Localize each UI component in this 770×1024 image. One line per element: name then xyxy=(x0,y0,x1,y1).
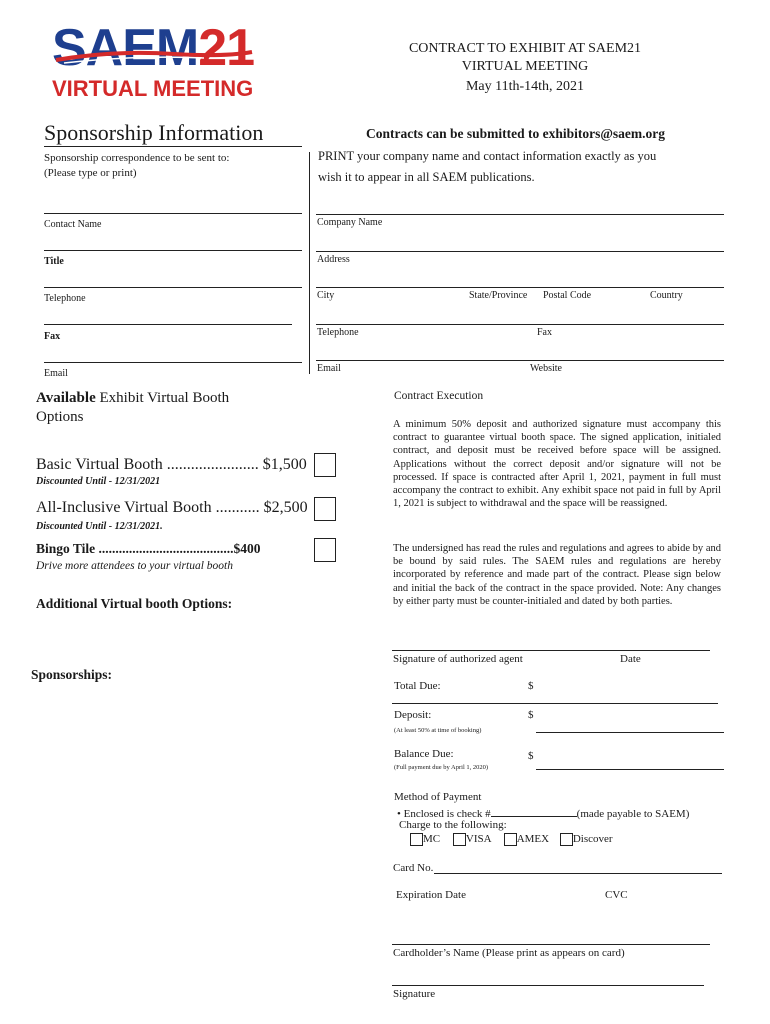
company-email-field[interactable] xyxy=(316,360,724,361)
column-divider xyxy=(309,152,310,374)
signature-agent-field[interactable] xyxy=(392,650,710,651)
company-telephone-field[interactable] xyxy=(316,324,724,325)
cardholder-name-label: Cardholder’s Name (Please print as appears on card) xyxy=(393,947,625,959)
city-field[interactable] xyxy=(316,287,724,288)
amex-label: AMEX xyxy=(516,833,550,846)
correspondence-label: Sponsorship correspondence to be sent to: xyxy=(44,152,230,164)
signature-field[interactable] xyxy=(392,985,704,986)
check-line: • Enclosed is check # (made payable to SAEM) xyxy=(397,808,690,820)
logo-swoosh xyxy=(54,50,254,64)
cardholder-name-field[interactable] xyxy=(392,944,710,945)
date-label: Date xyxy=(620,653,641,665)
all-inclusive-discount: Discounted Until - 12/31/2021. xyxy=(36,521,163,532)
contact-name-field[interactable] xyxy=(44,213,302,214)
deposit-dollar: $ xyxy=(528,709,534,721)
email-field[interactable] xyxy=(44,362,302,363)
mc-label: MC xyxy=(423,833,441,846)
website-label: Website xyxy=(530,363,562,374)
card-options xyxy=(410,833,613,846)
all-inclusive-option: All-Inclusive Virtual Booth ........... $2,500 xyxy=(36,499,308,516)
submit-note: Contracts can be submitted to exhibitors@saem.org xyxy=(366,126,666,141)
contract-paragraph-2: The undersigned has read the rules and regulations and agrees to abide by and be bound by said rules. The SAEM rules and regulations are hereby incorporated by reference and made part of the contract. Please sign below and initial the back of the contract in the space provided. Note: Any changes by either party must be counter-initialed and dated by both parties. xyxy=(393,543,721,607)
basic-booth-discount: Discounted Until - 12/31/2021 xyxy=(36,476,161,487)
print-instruction-2: wish it to appear in all SAEM publications. xyxy=(318,170,535,184)
header-line-1: CONTRACT TO EXHIBIT AT SAEM21 xyxy=(408,41,642,56)
discover-label: Discover xyxy=(572,833,613,846)
options-heading-line2: Options xyxy=(36,409,84,425)
company-email-label: Email xyxy=(317,363,341,374)
balance-due-dollar: $ xyxy=(528,750,534,762)
company-name-field[interactable] xyxy=(316,214,724,215)
payment-method-heading: Method of Payment xyxy=(394,791,482,803)
visa-label: VISA xyxy=(465,833,491,846)
print-instruction-1: PRINT your company name and contact information exactly as you xyxy=(318,149,657,163)
expiration-label: Expiration Date xyxy=(396,889,466,901)
bingo-tile-option: Bingo Tile ........................................$400 xyxy=(36,541,261,556)
header-line-2: VIRTUAL MEETING xyxy=(461,59,589,74)
contract-paragraph-1: A minimum 50% deposit and authorized signature must accompany this contract to guarantee virtual booth space. The signed application, initialed contract, and deposit must be received before space will be assigned. Applications without the correct deposit and/or signature will not be processed. If space is contracted after April 1, 2021, payment in full must accompany the contract to exhibit. Any exhibit space not paid in full by April 1, 2021 is subject to withdrawal and the space will be reassigned. xyxy=(393,419,721,510)
postal-label: Postal Code xyxy=(543,290,592,301)
balance-due-label: Balance Due: xyxy=(394,748,454,760)
state-label: State/Province xyxy=(469,290,528,301)
visa-checkbox[interactable] xyxy=(453,833,466,846)
amex-checkbox[interactable] xyxy=(504,833,517,846)
type-or-print-label: (Please type or print) xyxy=(44,167,137,179)
title-divider xyxy=(44,146,302,147)
total-due-field[interactable] xyxy=(392,703,718,704)
total-due-label: Total Due: xyxy=(394,680,441,692)
logo-subtitle: VIRTUAL MEETING xyxy=(52,76,254,101)
bingo-tile-subtitle: Drive more attendees to your virtual booth xyxy=(36,560,233,572)
deposit-label: Deposit: xyxy=(394,709,432,721)
address-field[interactable] xyxy=(316,251,724,252)
header-line-3: May 11th-14th, 2021 xyxy=(465,79,585,94)
address-label: Address xyxy=(317,254,350,265)
email-label: Email xyxy=(44,368,68,379)
check-number-field[interactable] xyxy=(491,806,577,817)
company-telephone-label: Telephone xyxy=(317,327,359,338)
cvc-label: CVC xyxy=(605,889,628,901)
mc-checkbox[interactable] xyxy=(410,833,423,846)
title-field[interactable] xyxy=(44,250,302,251)
contract-title: Contract Execution xyxy=(394,390,484,402)
telephone-field[interactable] xyxy=(44,287,302,288)
basic-booth-option: Basic Virtual Booth ....................... $1,500 xyxy=(36,456,307,473)
deposit-field[interactable] xyxy=(536,732,724,733)
logo-saem: SAEM21 xyxy=(52,19,255,77)
fax-field[interactable] xyxy=(44,324,292,325)
balance-due-field[interactable] xyxy=(536,769,724,770)
deposit-note: (At least 50% at time of booking) xyxy=(394,727,482,734)
company-name-label: Company Name xyxy=(317,217,383,228)
card-number-field[interactable] xyxy=(434,873,722,874)
balance-due-note: (Full payment due by April 1, 2020) xyxy=(394,764,489,771)
options-heading: Available Exhibit Virtual Booth xyxy=(36,390,230,406)
city-label: City xyxy=(317,290,335,301)
telephone-label: Telephone xyxy=(44,293,86,304)
discover-checkbox[interactable] xyxy=(560,833,573,846)
company-fax-label: Fax xyxy=(537,327,552,338)
card-number-label: Card No. xyxy=(393,862,434,874)
title-label: Title xyxy=(44,256,64,267)
fax-label: Fax xyxy=(44,331,61,342)
country-label: Country xyxy=(650,290,683,301)
total-due-dollar: $ xyxy=(528,680,534,692)
contact-name-label: Contact Name xyxy=(44,219,102,230)
section-title: Sponsorship Information xyxy=(44,120,264,145)
bingo-tile-checkbox[interactable] xyxy=(314,538,336,562)
basic-booth-checkbox[interactable] xyxy=(314,453,336,477)
signature-label: Signature xyxy=(393,988,436,1000)
additional-options-heading: Additional Virtual booth Options: xyxy=(36,596,233,611)
charge-label: Charge to the following: xyxy=(399,819,507,831)
all-inclusive-checkbox[interactable] xyxy=(314,497,336,521)
signature-agent-label: Signature of authorized agent xyxy=(393,653,523,665)
sponsorships-heading: Sponsorships: xyxy=(31,667,113,682)
